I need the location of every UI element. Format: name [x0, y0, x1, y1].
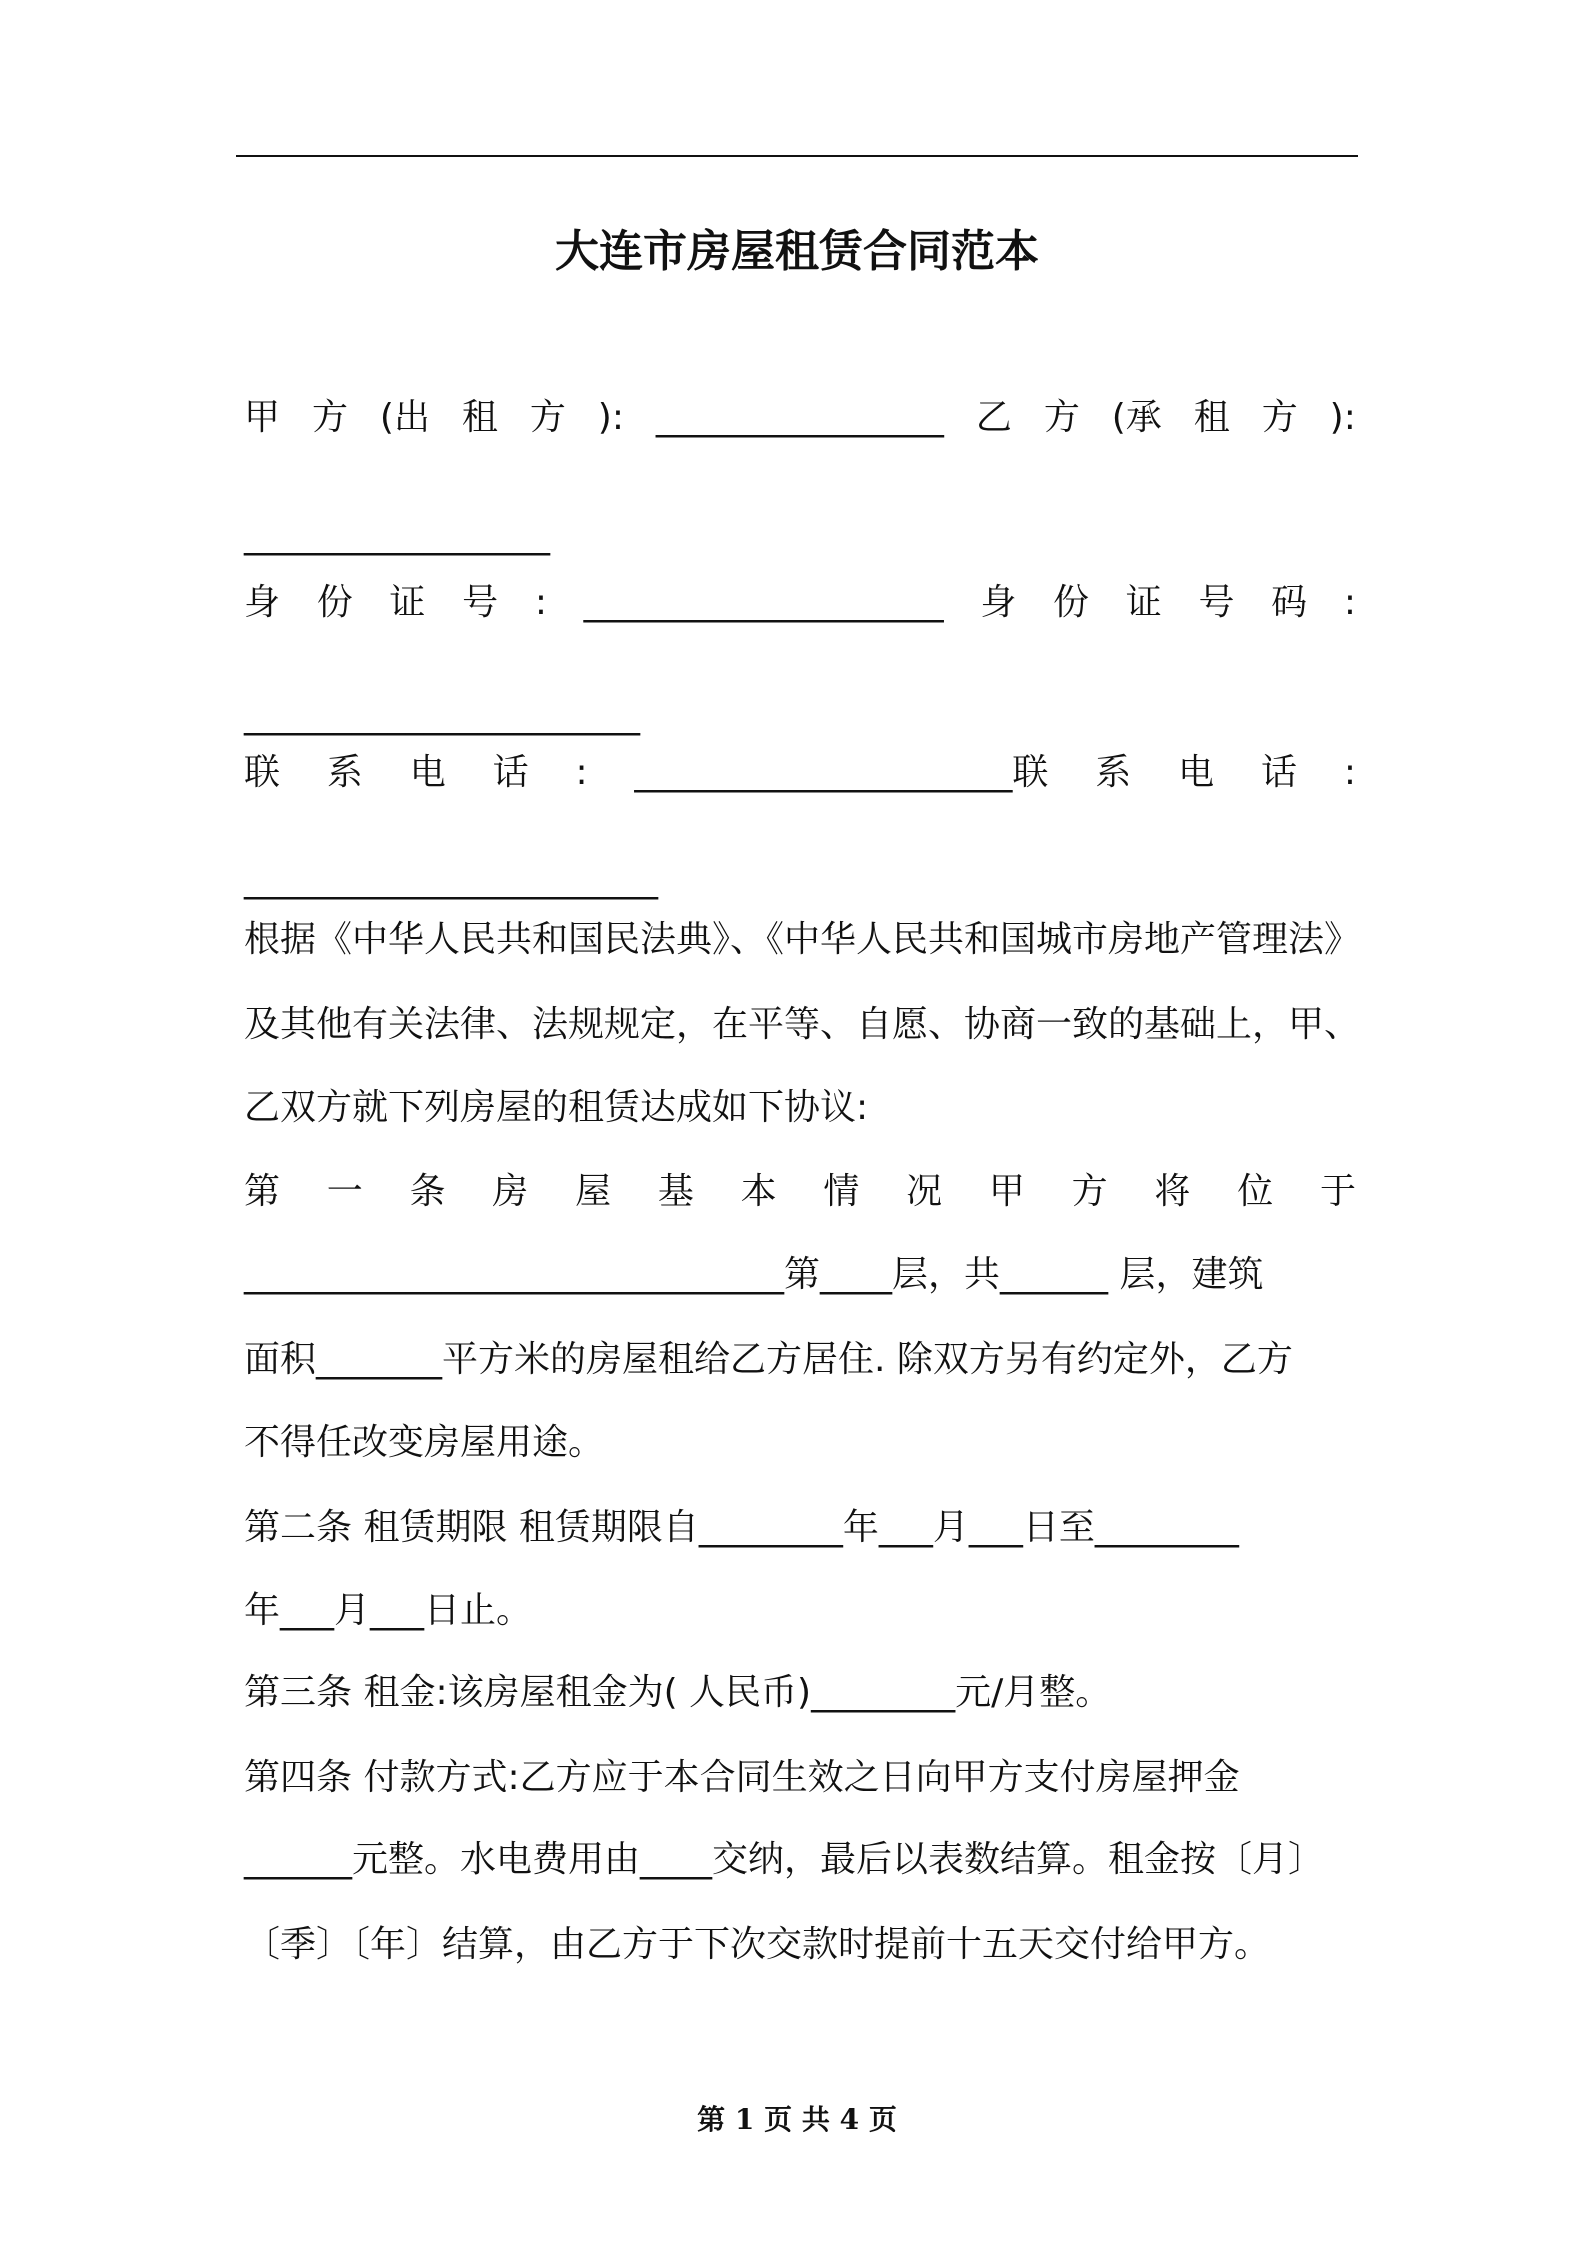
article-char: 房 [492, 1171, 529, 1212]
article-char: 情 [823, 1171, 860, 1212]
party-a-label-char: ): [597, 397, 624, 438]
party-a-label-char: 方 [529, 397, 566, 438]
phone-blank-2: _______________________ [244, 859, 658, 900]
document-title: 大连市房屋租赁合同范本 [555, 226, 1039, 277]
phone-label-char: 联 [244, 752, 281, 793]
article-char: 一 [326, 1171, 363, 1212]
article-char: 甲 [988, 1171, 1025, 1212]
body-line: 根据《中华人民共和国民法典》、《中华人民共和国城市房地产管理法》 [244, 919, 1361, 960]
article-char: 第 [244, 1171, 281, 1212]
party-b-label-char: ): [1329, 397, 1356, 438]
body-line: 第四条 付款方式:乙方应于本合同生效之日向甲方支付房屋押金 [244, 1757, 1240, 1798]
body-line: ______________________________第____层，共______ 层，建筑 [244, 1254, 1264, 1295]
phone2-label-char: 电 [1178, 752, 1215, 793]
article-1-heading-line [244, 1167, 1356, 1217]
article-char: 本 [740, 1171, 777, 1212]
party-a-blank: ________________ [655, 397, 944, 438]
id2-label-char: 身 [980, 582, 1017, 623]
header-rule [236, 155, 1358, 157]
id2-label-char: 份 [1053, 582, 1090, 623]
party-b-label-char: 方 [1261, 397, 1298, 438]
id2-label-char: : [1343, 582, 1356, 623]
article-char: 况 [906, 1171, 943, 1212]
body-line: 不得任改变房屋用途。 [244, 1422, 605, 1463]
phone2-label-char: 系 [1095, 752, 1132, 793]
phone-blank: _____________________联 [634, 752, 1049, 793]
phone-line [244, 748, 1356, 798]
body-line: 〔季〕〔年〕结算，由乙方于下次交款时提前十五天交付给甲方。 [244, 1924, 1271, 1965]
party-b-label-char: (承 [1111, 397, 1162, 438]
body-line: 面积_______平方米的房屋租给乙方居住. 除双方另有约定外，乙方 [244, 1339, 1293, 1380]
party-a-label-char: 方 [311, 397, 348, 438]
party-a-label-char: 甲 [244, 397, 281, 438]
phone-label-char: : [575, 752, 588, 793]
phone2-label-char: : [1343, 752, 1356, 793]
article-char: 于 [1319, 1171, 1356, 1212]
article-char: 位 [1237, 1171, 1274, 1212]
phone-label-char: 话 [492, 752, 529, 793]
id-label-char: 号 [462, 582, 499, 623]
article-char: 屋 [575, 1171, 612, 1212]
id-label-char: 身 [244, 582, 281, 623]
party-b-blank: _________________ [244, 515, 550, 556]
id2-label-char: 码 [1271, 582, 1308, 623]
body-line: 第二条 租赁期限 租赁期限自________年___月___日至________ [244, 1507, 1239, 1548]
article-char: 方 [1071, 1171, 1108, 1212]
party-b-label-char: 方 [1043, 397, 1080, 438]
party-b-label-char: 租 [1193, 397, 1230, 438]
id-blank-2: ______________________ [244, 695, 640, 736]
article-char: 将 [1154, 1171, 1191, 1212]
body-line: 及其他有关法律、法规规定，在平等、自愿、协商一致的基础上，甲、 [244, 1004, 1361, 1045]
body-line: 第三条 租金:该房屋租金为( 人民币)________元/月整。 [244, 1672, 1112, 1713]
article-char: 条 [409, 1171, 446, 1212]
body-line: ______元整。水电费用由____交纳，最后以表数结算。租金按〔月〕 [244, 1839, 1325, 1880]
id-label-char: 证 [389, 582, 426, 623]
body-line: 年___月___日止。 [244, 1590, 533, 1631]
id2-label-char: 证 [1125, 582, 1162, 623]
phone-label-char: 电 [409, 752, 446, 793]
party-a-label-char: 租 [461, 397, 498, 438]
phone2-label-char: 话 [1260, 752, 1297, 793]
id2-label-char: 号 [1198, 582, 1235, 623]
party-a-label-char: (出 [379, 397, 430, 438]
phone-label-char: 系 [326, 752, 363, 793]
id-number-line [244, 578, 1356, 628]
body-line: 乙双方就下列房屋的租赁达成如下协议: [244, 1087, 869, 1128]
article-char: 基 [657, 1171, 694, 1212]
party-a-b-line [244, 393, 1356, 443]
id-blank: ____________________ [583, 582, 944, 623]
id-label-char: : [534, 582, 547, 623]
id-label-char: 份 [316, 582, 353, 623]
party-b-label-char: 乙 [975, 397, 1012, 438]
page-number-footer: 第 1 页 共 4 页 [697, 2103, 897, 2136]
